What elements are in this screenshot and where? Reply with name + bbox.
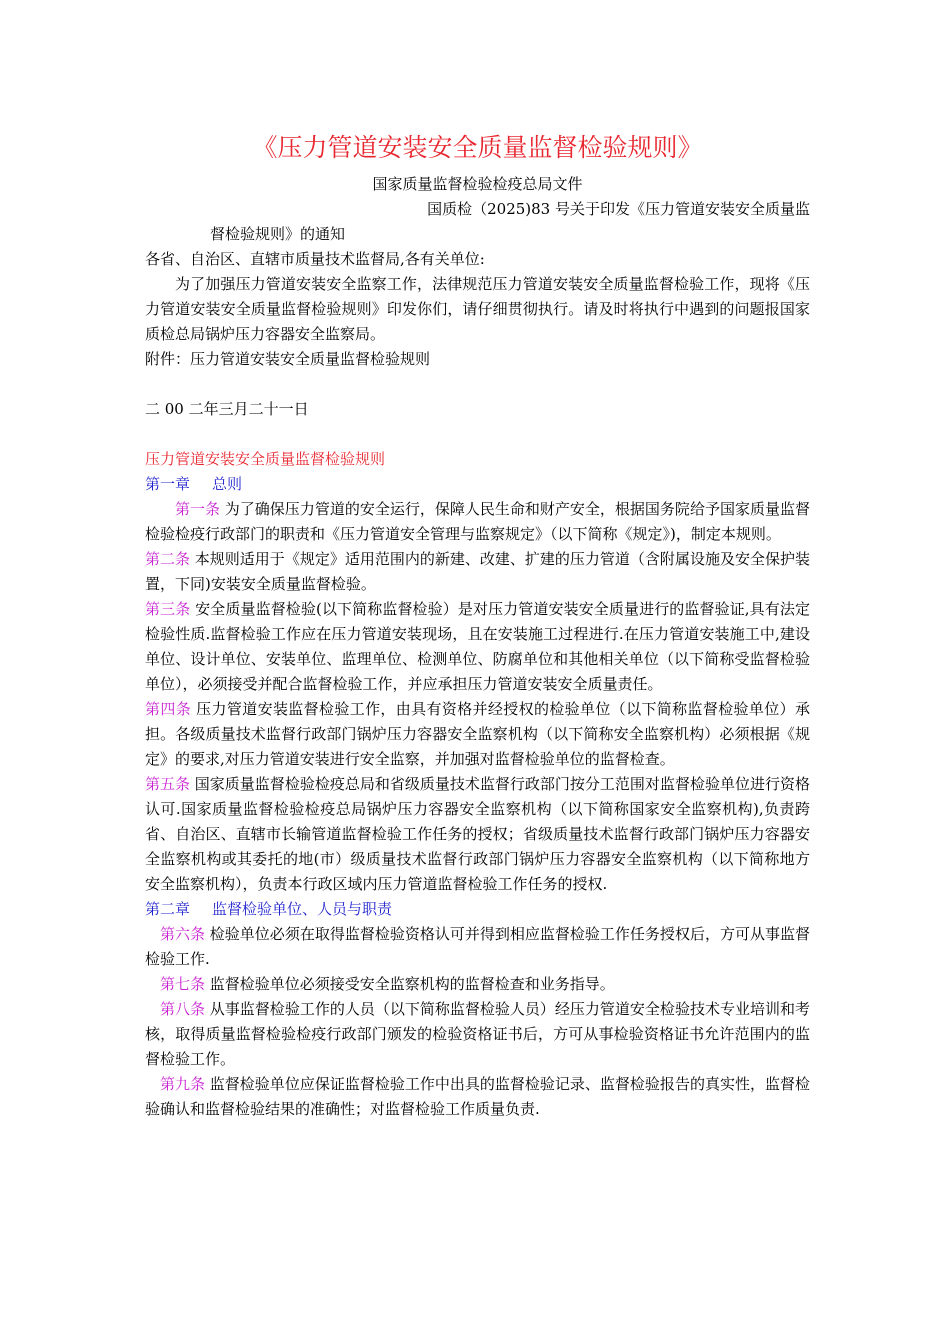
article-label: 第二条: [145, 550, 191, 568]
article-text: 国家质量监督检验检疫总局和省级质量技术监督行政部门按分工范围对监督检验单位进行资格认可.国家质量监督检验检疫总局锅炉压力容器安全监察机构（以下简称国家安全监察机构),负责跨省、自治区、直辖市长输管道监督检验工作任务的授权；省级质量技术监督行政部门锅炉压力容器安全监察机构或其委托的地(市）级质量技术监督行政部门锅炉压力容器安全监察机构（以下简称地方安全监察机构），负责本行政区域内压力管道监督检验工作任务的授权.: [145, 775, 810, 893]
document-title: 《压力管道安装安全质量监督检验规则》: [252, 133, 703, 162]
article-label: 第七条: [160, 975, 206, 993]
rules-title: 压力管道安装安全质量监督检验规则: [145, 450, 386, 468]
article-label: 第一条: [175, 500, 221, 518]
notice-body: 为了加强压力管道安装安全监察工作，法律规范压力管道安装安全质量监督检验工作，现将《压力管道安装安全质量监督检验规则》印发你们，请仔细贯彻执行。请及时将执行中遇到的问题报国家质检总局锅炉压力容器安全监察局。: [145, 275, 810, 343]
article-text: 监督检验单位必须接受安全监察机构的监督检查和业务指导。: [205, 975, 615, 993]
chapter-heading: [145, 472, 810, 497]
article: [145, 497, 810, 547]
issuer-line: 国家质量监督检验检疫总局文件: [372, 175, 583, 193]
chapter-title: 总则: [212, 475, 243, 493]
issue-date: 二 00 二年三月二十一日: [145, 400, 309, 418]
article: [145, 597, 810, 697]
doc-number-line-cont: 督检验规则》的通知: [210, 225, 346, 243]
article-text: 检验单位必须在取得监督检验资格认可并得到相应监督检验工作任务授权后，方可从事监督检验工作.: [145, 925, 810, 968]
article: [145, 772, 810, 897]
article-label: 第三条: [145, 600, 191, 618]
doc-number-line: 国质检（2025)83 号关于印发《压力管道安装安全质量监: [427, 200, 810, 218]
article-text: 监督检验单位应保证监督检验工作中出具的监督检验记录、监督检验报告的真实性，监督检验确认和监督检验结果的准确性；对监督检验工作质量负责.: [145, 1075, 810, 1118]
chapter-label: 第一章: [145, 475, 191, 493]
article-label: 第九条: [160, 1075, 206, 1093]
article-text: 从事监督检验工作的人员（以下简称监督检验人员）经压力管道安全检验技术专业培训和考核，取得质量监督检验检疫行政部门颁发的检验资格证书后，方可从事检验资格证书允许范围内的监督检验工作。: [145, 1000, 810, 1068]
article-text: 本规则适用于《规定》适用范围内的新建、改建、扩建的压力管道（含附属设施及安全保护装置，下同)安装安全质量监督检验。: [145, 550, 810, 593]
article: [145, 1072, 810, 1122]
article-label: 第八条: [160, 1000, 206, 1018]
article-label: 第五条: [145, 775, 191, 793]
article-label: 第四条: [145, 700, 192, 718]
article: [145, 922, 810, 972]
chapter-title: 监督检验单位、人员与职责: [212, 900, 393, 918]
chapter-label: 第二章: [145, 900, 191, 918]
attachment-line: 附件：压力管道安装安全质量监督检验规则: [145, 350, 431, 368]
article-text: 安全质量监督检验(以下简称监督检验）是对压力管道安装安全质量进行的监督验证,具有法定检验性质.监督检验工作应在压力管道安装现场，且在安装施工过程进行.在压力管道安装施工中,建设单位、设计单位、安装单位、监理单位、检测单位、防腐单位和其他相关单位（以下简称受监督检验单位），必须接受并配合监督检验工作，并应承担压力管道安装安全质量责任。: [145, 600, 810, 693]
article: [145, 697, 810, 772]
article: [145, 972, 810, 997]
article-label: 第六条: [160, 925, 206, 943]
article-text: 为了确保压力管道的安全运行，保障人民生命和财产安全，根据国务院给予国家质量监督检验检疫行政部门的职责和《压力管道安全管理与监察规定》（以下简称《规定》)，制定本规则。: [145, 500, 810, 543]
chapter-heading: [145, 897, 810, 922]
article-text: 压力管道安装监督检验工作，由具有资格并经授权的检验单位（以下简称监督检验单位）承担。各级质量技术监督行政部门锅炉压力容器安全监察机构（以下简称安全监察机构）必须根据《规定》的要求,对压力管道安装进行安全监察，并加强对监督检验单位的监督检查。: [145, 700, 810, 768]
recipients: 各省、自治区、直辖市质量技术监督局,各有关单位:: [145, 250, 485, 268]
article: [145, 547, 810, 597]
document-page: [145, 130, 810, 1122]
article: [145, 997, 810, 1072]
